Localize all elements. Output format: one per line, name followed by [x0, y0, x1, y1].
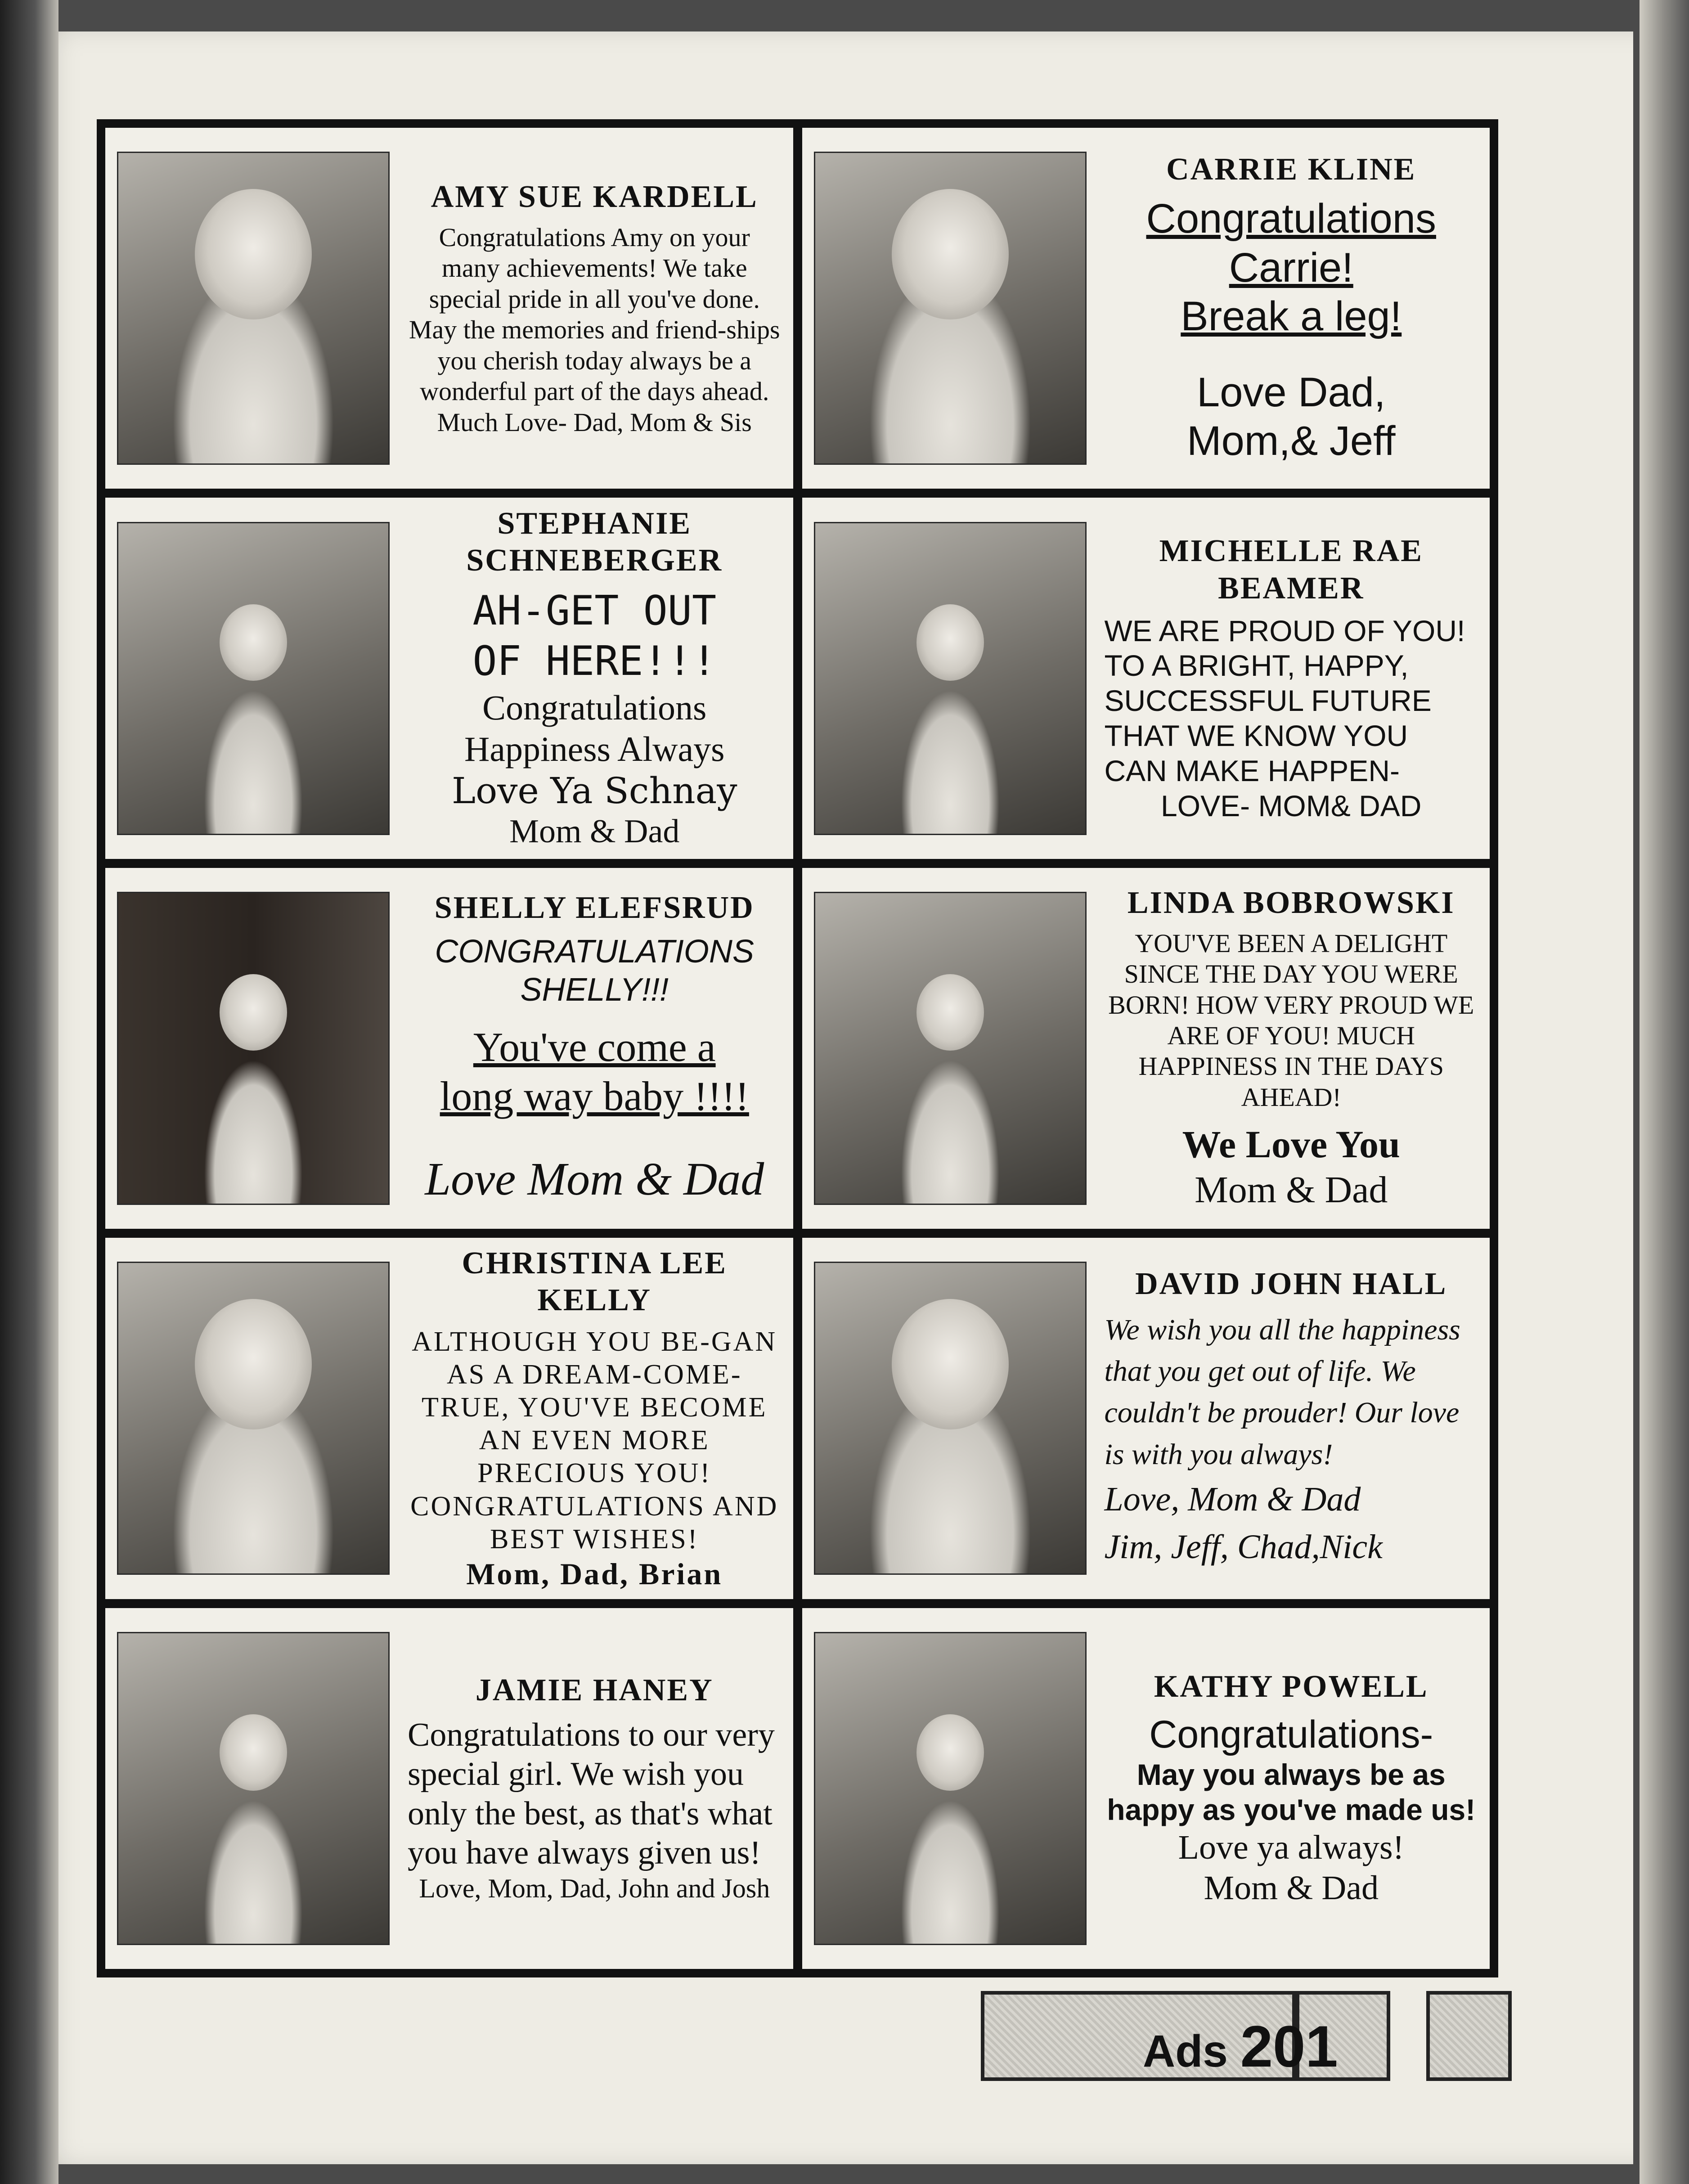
- ad-line: We Love You: [1182, 1123, 1400, 1166]
- ad-kathy-powell: [802, 1608, 1490, 1969]
- ad-stephanie-schneberger: [105, 498, 793, 858]
- ad-message: Congratulations Amy on your many achievements! We take special pride in all you've done. May the memories and friend-ships you cherish today always be a wonderful part of the days ahead.: [409, 222, 780, 406]
- ad-amy-sue-kardell: [105, 128, 793, 489]
- child-photo: [117, 892, 390, 1205]
- ad-signature: Love, Mom & Dad: [1104, 1480, 1361, 1519]
- ad-signature: Mom,& Jeff: [1186, 418, 1396, 464]
- ad-signature: Love Mom & Dad: [425, 1153, 764, 1205]
- ad-name: MICHELLE RAE BEAMER: [1159, 534, 1423, 606]
- ad-text: [390, 1672, 782, 1905]
- ad-line: Congratulations: [482, 688, 707, 727]
- ad-christina-lee-kelly: [105, 1238, 793, 1599]
- child-photo: [814, 522, 1087, 835]
- ad-line: AH-GET OUT: [472, 587, 717, 634]
- ad-linda-bobrowski: [802, 868, 1490, 1229]
- child-photo: [117, 1632, 390, 1945]
- ad-text: [1087, 151, 1478, 466]
- ad-name: KATHY POWELL: [1154, 1669, 1428, 1704]
- ad-line: Love ya always!: [1178, 1829, 1404, 1867]
- ad-line: Break a leg!: [1181, 293, 1402, 340]
- ad-text: [1087, 1266, 1478, 1571]
- ad-text: [390, 1245, 782, 1592]
- child-photo: [814, 1632, 1087, 1945]
- ad-text: [390, 505, 782, 852]
- ad-signature: Love Dad,: [1197, 369, 1386, 415]
- ad-name: LINDA BOBROWSKI: [1127, 885, 1455, 921]
- ad-message: YOU'VE BEEN A DELIGHT SINCE THE DAY YOU WERE BORN! HOW VERY PROUD WE ARE OF YOU! MUCH HAPPINESS IN THE DAYS AHEAD!: [1108, 928, 1474, 1112]
- ad-jamie-haney: [105, 1608, 793, 1969]
- ad-message: WE ARE PROUD OF YOU! TO A BRIGHT, HAPPY, SUCCESSFUL FUTURE THAT WE KNOW YOU CAN MAKE HAPPEN-: [1104, 614, 1465, 788]
- ad-signature: Mom & Dad: [509, 813, 680, 850]
- ad-name: STEPHANIE SCHNEBERGER: [466, 506, 723, 578]
- footer-label: [1143, 2013, 1338, 2080]
- ads-grid: [97, 119, 1498, 1977]
- ad-text: [390, 179, 782, 438]
- child-photo: [117, 1262, 390, 1575]
- page-edge: [1640, 0, 1689, 2184]
- ad-text: [390, 890, 782, 1207]
- ad-name: CARRIE KLINE: [1166, 152, 1416, 187]
- ad-signature: Mom & Dad: [1195, 1168, 1388, 1211]
- ad-carrie-kline: [802, 128, 1490, 489]
- section-name: Ads: [1143, 2026, 1228, 2076]
- ad-line: CONGRATULATIONS AND BEST WISHES!: [410, 1491, 779, 1555]
- ad-text: [1087, 885, 1478, 1212]
- page-number: 201: [1240, 2013, 1338, 2079]
- child-photo: [814, 1262, 1087, 1575]
- page-footer: [981, 1991, 1512, 2081]
- ad-text: [1087, 1668, 1478, 1908]
- ad-line: Congratulations-: [1149, 1712, 1433, 1756]
- ad-michelle-rae-beamer: [802, 498, 1490, 858]
- ad-line: Happiness Always: [464, 729, 725, 768]
- ad-line: Love Ya Schnay: [451, 769, 737, 812]
- book-binding: [0, 0, 58, 2184]
- ad-text: [1087, 533, 1478, 823]
- footer-box: [1426, 1991, 1512, 2081]
- ad-shelly-elefsrud: [105, 868, 793, 1229]
- ad-line: You've come a: [473, 1024, 716, 1070]
- ad-signature: Jim, Jeff, Chad,Nick: [1104, 1528, 1383, 1566]
- ad-line: long way baby !!!!: [440, 1073, 749, 1119]
- ad-line: Carrie!: [1229, 244, 1353, 291]
- ad-signature: LOVE- MOM& DAD: [1161, 789, 1422, 822]
- ad-signature: Love, Mom, Dad, John and Josh: [419, 1874, 770, 1904]
- child-photo: [117, 522, 390, 835]
- ad-signature: Mom, Dad, Brian: [466, 1556, 723, 1591]
- ad-david-john-hall: [802, 1238, 1490, 1599]
- child-photo: [117, 152, 390, 465]
- ad-name: DAVID JOHN HALL: [1135, 1266, 1447, 1301]
- ad-signature: Much Love- Dad, Mom & Sis: [437, 407, 752, 437]
- ad-message: ALTHOUGH YOU BE-GAN AS A DREAM-COME-TRUE, YOU'VE BECOME AN EVEN MORE PRECIOUS YOU!: [412, 1326, 777, 1489]
- ad-message: Congratulations to our very special girl. We wish you only the best, as that's what you have always given us!: [408, 1717, 775, 1871]
- child-photo: [814, 892, 1087, 1205]
- child-photo: [814, 152, 1087, 465]
- ad-message: We wish you all the happiness that you get out of life. We couldn't be prouder! Our love is with you always!: [1104, 1313, 1460, 1471]
- ad-name: JAMIE HANEY: [475, 1673, 714, 1708]
- ad-line: OF HERE!!!: [472, 638, 717, 685]
- ad-name: AMY SUE KARDELL: [431, 180, 758, 215]
- ad-message: May you always be as happy as you've made us!: [1107, 1758, 1476, 1827]
- ad-line: Congratulations: [1146, 196, 1436, 242]
- ad-name: CHRISTINA LEE KELLY: [462, 1245, 727, 1318]
- ad-name: SHELLY ELEFSRUD: [434, 890, 755, 925]
- ad-line: CONGRATULATIONS SHELLY!!!: [435, 934, 754, 1008]
- ad-signature: Mom & Dad: [1204, 1869, 1379, 1907]
